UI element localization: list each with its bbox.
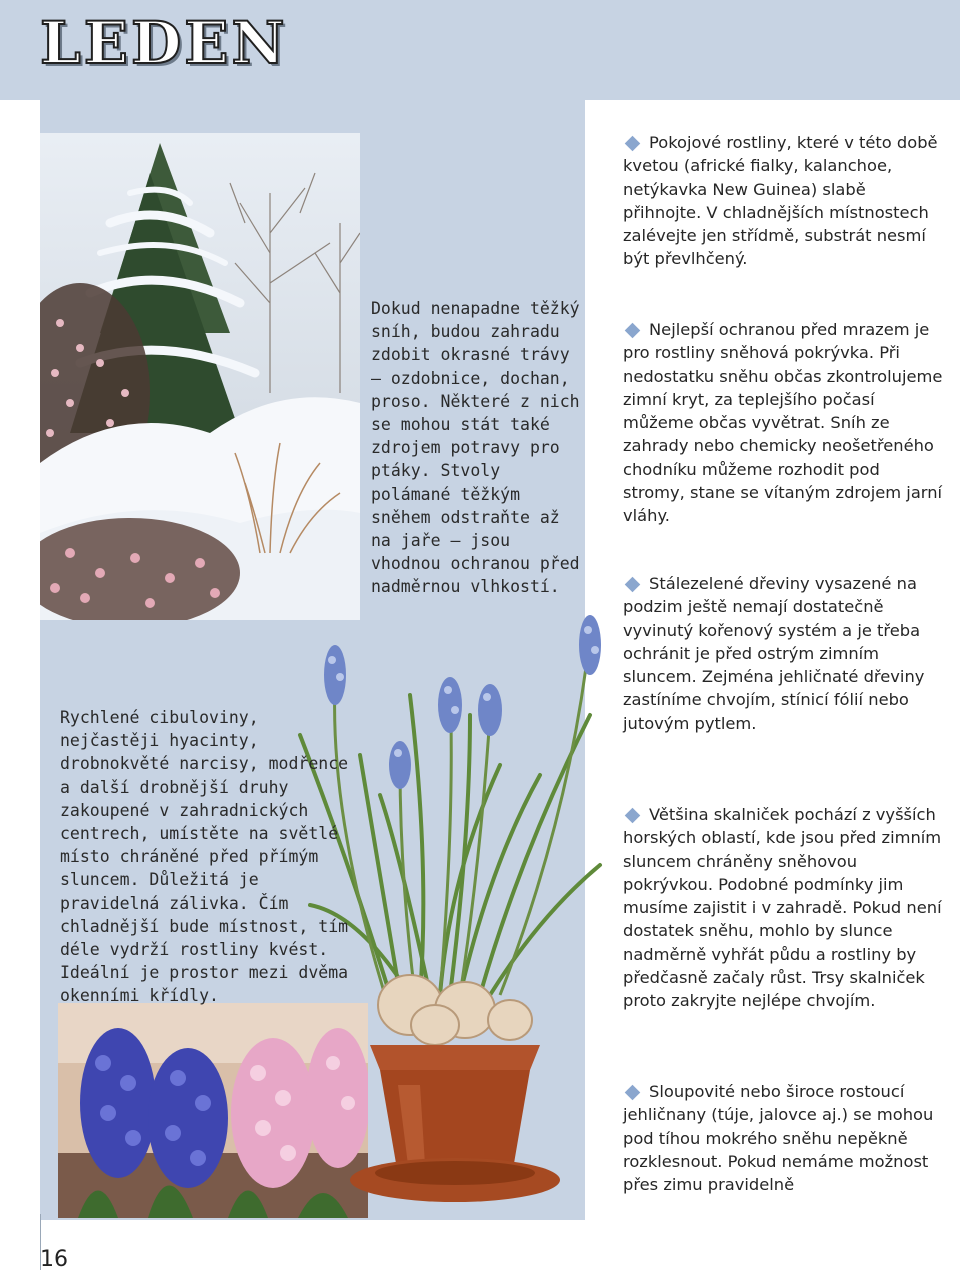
diamond-bullet-icon bbox=[625, 135, 641, 151]
winter-garden-photo bbox=[40, 133, 360, 620]
bullet-item bbox=[623, 572, 943, 735]
page-number: 16 bbox=[40, 1247, 68, 1272]
diamond-bullet-icon bbox=[625, 807, 641, 823]
bullet-item bbox=[623, 1080, 943, 1196]
bullet-text: Většina skalniček pochází z vyšších horských oblastí, kde jsou před zimním sluncem chráněny sněhovou pokrývkou. Podobné podmínky jim musíme zajistit i v zahradě. Pokud není dostatek sněhu, mohlo by slunce nadměrně vyhřát půdu a rostliny by předčasně začaly růst. Trsy skalniček proto zakryjte nejlépe chvojím. bbox=[623, 805, 942, 1011]
caption-forced-bulbs: Rychlené cibuloviny, nejčastěji hyacinty, drobnokvěté narcisy, modřence a další drobnější druhy zakoupené v zahradnických centrech, umístěte na světlé místo chráněné před přímým sluncem. Důležitá je pravidelná zálivka. Čím chladnější bude místnost, tím déle vydrží rostliny kvést. Ideální je prostor mezi dvěma okenními křídly. bbox=[60, 708, 349, 1006]
page-title: LEDEN bbox=[40, 9, 288, 77]
winter-garden-illustration bbox=[40, 133, 360, 620]
bullet-item bbox=[623, 131, 943, 271]
diamond-bullet-icon bbox=[625, 322, 641, 338]
caption-ornamental-grasses: Dokud nenapadne těžký sníh, budou zahradu zdobit okrasné trávy – ozdobnice, dochan, proso. Některé z nich se mohou stát také zdrojem potravy pro ptáky. Stvoly polámané těžkým sněhem odstraňte až na jaře – jsou vhodnou ochranou před nadměrnou vlhkostí. bbox=[371, 299, 580, 597]
bullet-text: Nejlepší ochranou před mrazem je pro rostliny sněhová pokrývka. Při nedostatku sněhu občas zkontrolujeme zimní kryt, za teplejšího počasí můžeme občas vyvětrat. Sníh ze zahrady nebo chemicky neošetřeného chodníku můžeme rozhodit pod stromy, stane se vítaným zdrojem jarní vláhy. bbox=[623, 320, 943, 526]
bullet-item bbox=[623, 803, 943, 1013]
bullet-text: Stálezelené dřeviny vysazené na podzim ještě nemají dostatečně vyvinutý kořenový systém a je třeba ochránit je před ostrým zimním sluncem. Zejména jehličnaté dřeviny zastíníme chvojím, stínicí fólií nebo jutovým pytlem. bbox=[623, 574, 925, 733]
bullet-text: Pokojové rostliny, které v této době kvetou (africké fialky, kalanchoe, netýkavka New Guinea) slabě přihnojte. V chladnějších místnostech zalévejte jen střídmě, substrát nesmí být převlhčený. bbox=[623, 133, 938, 269]
bullet-text: Sloupovité nebo široce rostoucí jehličnany (túje, jalovce aj.) se mohou pod tíhou mokrého sněhu nepěkně rozklesnout. Pokud nemáme možnost přes zimu pravidelně bbox=[623, 1082, 934, 1195]
diamond-bullet-icon bbox=[625, 576, 641, 592]
diamond-bullet-icon bbox=[625, 1084, 641, 1100]
bullet-item bbox=[623, 318, 943, 528]
